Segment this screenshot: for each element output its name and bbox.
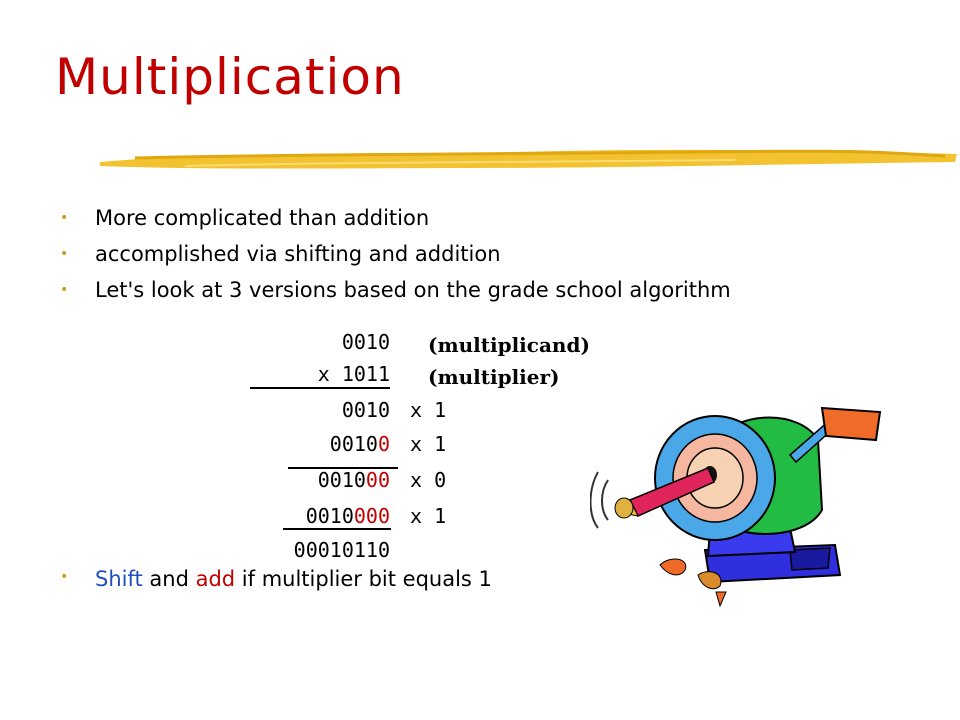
multiplicand-value: 0010 [341,330,390,354]
title-underline-brushstroke [95,138,960,178]
partial-product: 00100 [329,432,390,456]
shift-keyword: Shift [95,567,143,591]
add-keyword: add [195,567,236,591]
partial-product: 0010 [341,398,390,422]
multiplier-value: x 1011 [317,362,390,386]
partial-multiplier-bit: x 1 [410,398,447,422]
partial-multiplier-bit: x 0 [410,468,447,492]
partial-multiplier-bit: x 1 [410,504,447,528]
partial-product: 0010000 [305,504,390,528]
partial-product: 001000 [317,468,390,492]
bullet-item: • Let's look at 3 versions based on the grade school algorithm [60,272,731,308]
partial-overline [288,467,398,469]
bullet-item: • accomplished via shifting and addition [60,236,731,272]
bullet-item: • More complicated than addition [60,200,731,236]
partial-multiplier-bit: x 1 [410,432,447,456]
product-result: 00010110 [293,538,390,562]
bullet-list [60,200,731,308]
operand-underline [250,387,390,389]
multiplicand-label: (multiplicand) [428,333,590,357]
pencil-sharpener-icon [590,400,890,610]
slide-title: Multiplication [55,48,405,106]
multiplier-label: (multiplier) [428,365,560,389]
sum-underline [283,528,391,530]
